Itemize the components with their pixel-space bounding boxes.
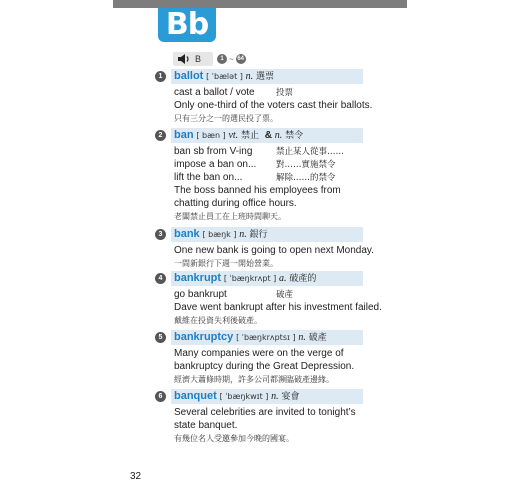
example-sentence: Dave went bankrupt after his investment failed. <box>174 302 382 313</box>
phrase-translation: 解除……的禁令 <box>276 173 336 183</box>
phrase-line <box>174 145 374 158</box>
entry-number: 5 <box>155 332 166 343</box>
example-sentence: The boss banned his employees from <box>174 185 341 196</box>
entry-headline <box>171 389 363 404</box>
phrase-translation: 禁止某人從事…… <box>276 147 345 157</box>
example-translation: 老闆禁止員工在上班時間聊天。 <box>174 212 286 221</box>
top-bar <box>113 0 407 8</box>
example-sentence: Only one-third of the voters cast their ballots. <box>174 100 373 111</box>
entry-number: 2 <box>155 130 166 141</box>
audio-button[interactable] <box>173 52 213 66</box>
phrase: go bankrupt <box>174 289 227 300</box>
phrase-line <box>174 288 374 301</box>
headword: ballot <box>174 70 204 82</box>
headword: banquet <box>174 390 217 402</box>
letter-badge: Bb <box>158 8 216 42</box>
entry-number: 3 <box>155 229 166 240</box>
chinese-meaning: 銀行 <box>249 230 268 240</box>
entry-number: 6 <box>155 391 166 402</box>
ampersand: & <box>264 130 272 141</box>
chinese-meaning: 選票 <box>255 72 274 82</box>
pronunciation: [ ˈbæŋkrʌptsɪ ] <box>236 333 296 342</box>
headword: bank <box>174 228 200 240</box>
phrase: ban sb from V-ing <box>174 146 253 157</box>
part-of-speech: n. <box>271 391 279 402</box>
phrase: impose a ban on... <box>174 159 257 170</box>
chinese-meaning: 破產的 <box>289 274 317 284</box>
chinese-meaning-2: 禁令 <box>285 131 304 141</box>
example-translation: 有幾位名人受邀參加今晚的國宴。 <box>174 434 294 443</box>
part-of-speech: a. <box>279 273 287 284</box>
pronunciation: [ ˈbælət ] <box>206 72 243 81</box>
speaker-icon <box>177 53 191 65</box>
audio-track-row <box>173 52 246 66</box>
entry-headline <box>171 227 363 242</box>
pronunciation: [ ˈbæŋkwɪt ] <box>219 392 269 401</box>
example-sentence: Many companies were on the verge of <box>174 348 344 359</box>
headword: bankruptcy <box>174 331 234 343</box>
headword: ban <box>174 129 194 141</box>
track-range <box>217 54 246 64</box>
phrase: cast a ballot / vote <box>174 87 255 98</box>
track-start: 1 <box>217 54 227 64</box>
chinese-meaning: 禁止 <box>240 131 259 141</box>
part-of-speech-2: n. <box>274 130 283 141</box>
chinese-meaning: 破產 <box>308 333 327 343</box>
entry-number: 1 <box>155 71 166 82</box>
track-separator: ~ <box>229 54 234 64</box>
headword: bankrupt <box>174 272 222 284</box>
part-of-speech: n. <box>245 71 254 82</box>
phrase-translation: 破產 <box>276 290 294 300</box>
phrase-translation: 投票 <box>276 88 294 98</box>
example-translation: 戴維在投資失利後破產。 <box>174 316 262 325</box>
example-translation: 一間新銀行下週一開始營業。 <box>174 259 278 268</box>
phrase-line <box>174 171 374 184</box>
example-sentence: Several celebrities are invited to tonight’s <box>174 407 356 418</box>
track-end: 64 <box>237 56 245 62</box>
pronunciation: [ ˈbæŋkrʌpt ] <box>223 274 277 283</box>
part-of-speech: n. <box>298 332 306 343</box>
chinese-meaning: 宴會 <box>281 392 300 402</box>
pronunciation: [ bæn ] <box>196 131 226 140</box>
example-sentence: bankruptcy during the Great Depression. <box>174 361 355 372</box>
phrase-line <box>174 158 374 171</box>
part-of-speech: vt. <box>228 130 239 141</box>
entry-headline <box>171 128 363 143</box>
example-translation: 經濟大蕭條時期，許多公司都瀕臨破產邊緣。 <box>174 375 334 384</box>
phrase-line <box>174 86 374 99</box>
pronunciation: [ bæŋk ] <box>202 230 237 239</box>
example-sentence: One new bank is going to open next Monday. <box>174 245 374 256</box>
entry-number: 4 <box>155 273 166 284</box>
example-translation: 只有三分之一的選民投了票。 <box>174 114 278 123</box>
phrase-translation: 對……實施禁令 <box>276 160 336 170</box>
page-number: 32 <box>130 471 142 482</box>
part-of-speech: n. <box>239 229 247 240</box>
example-sentence: chatting during office hours. <box>174 198 297 209</box>
entry-headline <box>171 330 363 345</box>
audio-label: B <box>195 54 202 64</box>
entry-headline <box>171 271 363 286</box>
entry-headline <box>171 69 363 84</box>
example-sentence: state banquet. <box>174 420 238 431</box>
phrase: lift the ban on... <box>174 172 243 183</box>
